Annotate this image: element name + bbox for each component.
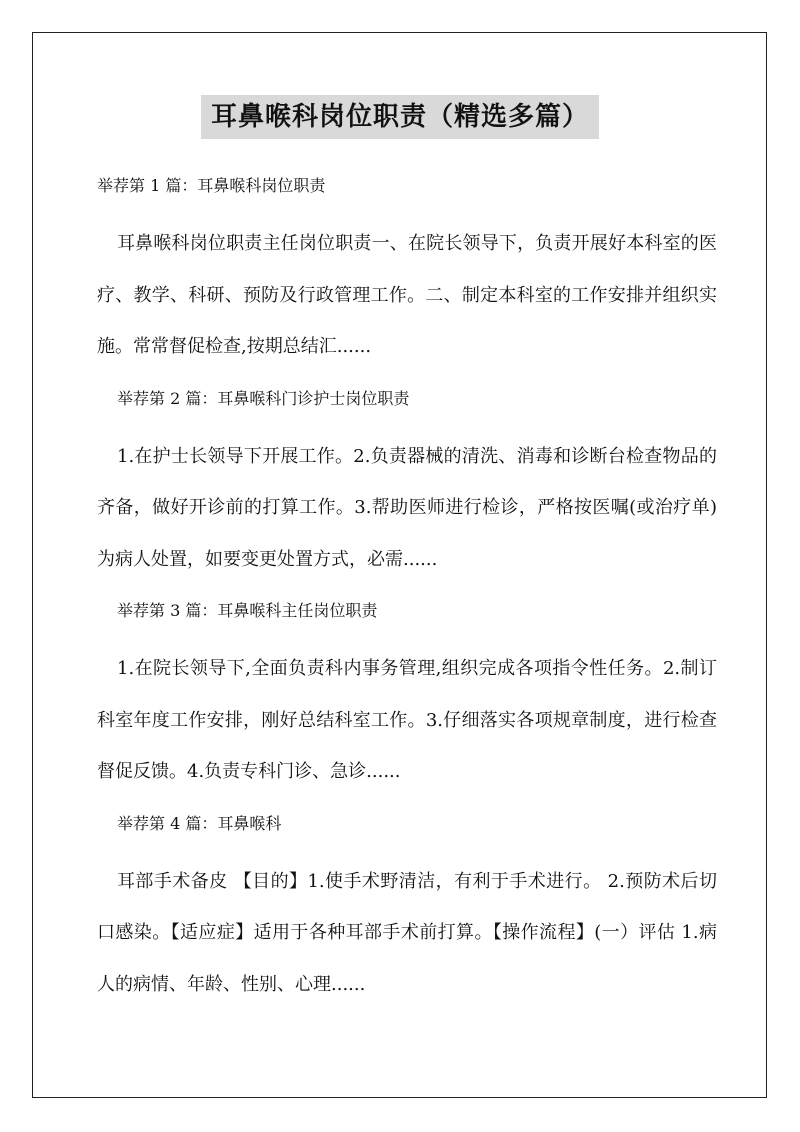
title-container [0,95,800,139]
section-body-3: 1.在院长领导下,全面负责科内事务管理,组织完成各项指令性任务。2.制订科室年度工作安排，刚好总结科室工作。3.仔细落实各项规章制度，进行检查督促反馈。4.负责专科门诊、急诊...... [97,658,717,782]
section-heading-2: 举荐第 2 篇：耳鼻喉科门诊护士岗位职责 [117,388,410,408]
section-heading-3: 举荐第 3 篇：耳鼻喉科主任岗位职责 [117,601,378,620]
section-body-4: 耳部手术备皮 【目的】1.使手术野清洁，有利于手术进行。 2.预防术后切口感染。【适应症】适用于各种耳部手术前打算。【操作流程】(一）评估 1.病人的病情、年龄、性别、心理...... [97,870,717,995]
document-title: 耳鼻喉科岗位职责（精选多篇） [201,95,599,139]
section-body-2: 1.在护士长领导下开展工作。2.负责器械的清洗、消毒和诊断台检查物品的齐备，做好开诊前的打算工作。3.帮助医师进行检诊，严格按医嘱(或治疗单)为病人处置，如要变更处置方式，必需...... [97,445,717,570]
section-body-1: 耳鼻喉科岗位职责主任岗位职责一、在院长领导下，负责开展好本科室的医疗、教学、科研、预防及行政管理工作。二、制定本科室的工作安排并组织实施。常常督促检查,按期总结汇...... [97,233,717,357]
section-heading-1: 举荐第 1 篇：耳鼻喉科岗位职责 [97,176,326,195]
section-heading-4: 举荐第 4 篇：耳鼻喉科 [117,813,282,833]
document-body [97,168,717,1010]
